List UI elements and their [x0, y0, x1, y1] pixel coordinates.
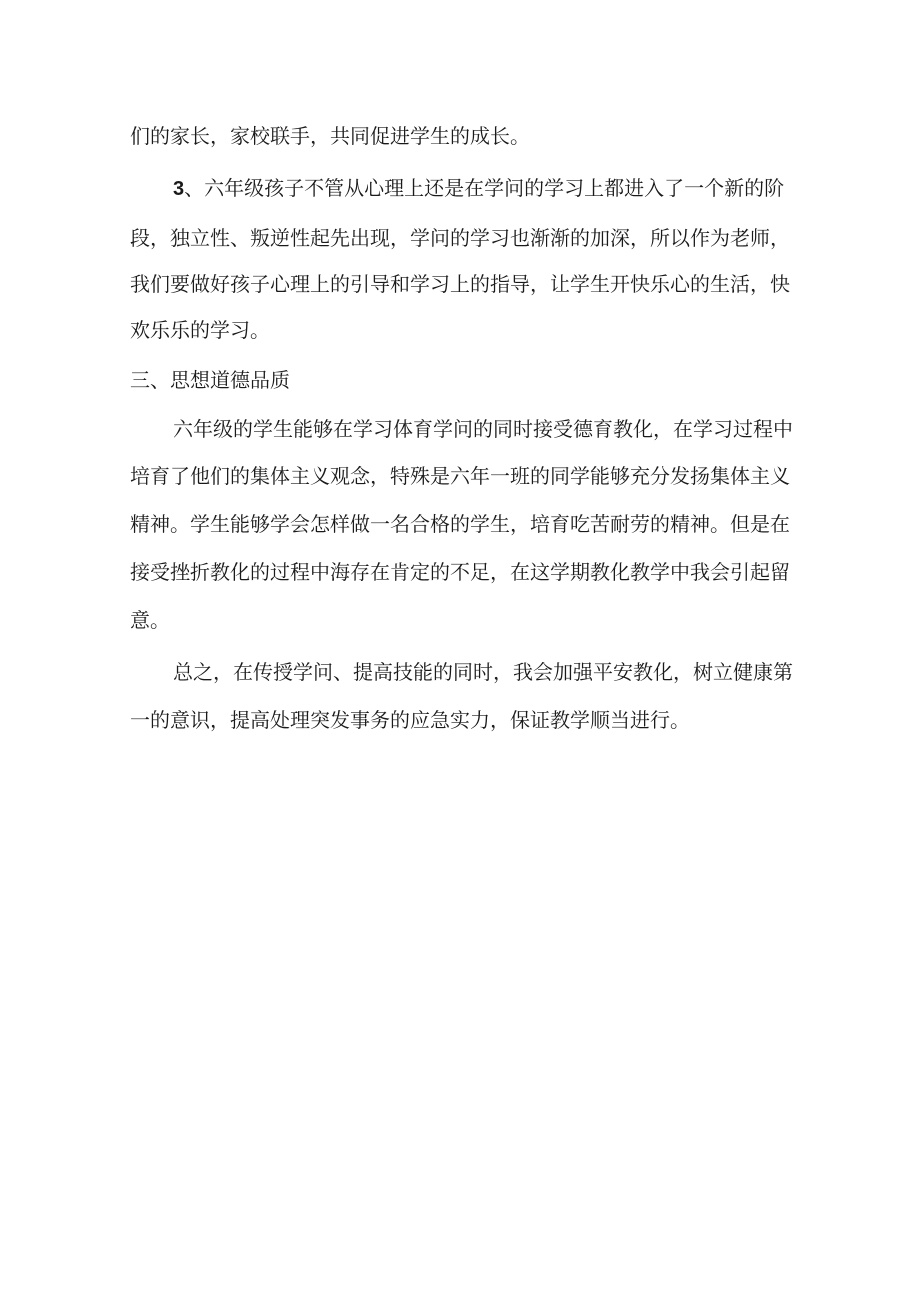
section3-heading: 三、思想道德品质: [130, 368, 290, 392]
section3-line-2: 培育了他们的集体主义观念，特殊是六年一班的同学能够充分发扬集体主义: [130, 464, 790, 488]
item3-line-1: [173, 176, 784, 201]
conclusion-line-2: 一的意识，提高处理突发事务的应急实力，保证教学顺当进行。: [130, 708, 690, 732]
item3-line-1-text: 、六年级孩子不管从心理上还是在学问的学习上都进入了一个新的阶: [184, 176, 785, 200]
item3-line-3: 我们要做好孩子心理上的引导和学习上的指导，让学生开快乐心的生活，快: [130, 272, 790, 296]
conclusion-line-1: 总之，在传授学问、提高技能的同时，我会加强平安教化，树立健康第: [173, 660, 793, 684]
section3-line-4: 接受挫折教化的过程中海存在肯定的不足，在这学期教化教学中我会引起留: [130, 560, 790, 584]
item3-line-4: 欢乐乐的学习。: [130, 318, 270, 342]
section3-line-5: 意。: [130, 608, 170, 632]
item3-line-2: 段，独立性、叛逆性起先出现，学问的学习也渐渐的加深，所以作为老师，: [130, 226, 790, 250]
section3-line-3: 精神。学生能够学会怎样做一名合格的学生，培育吃苦耐劳的精神。但是在: [130, 512, 790, 536]
item3-number: 3: [173, 178, 185, 200]
section3-line-1: 六年级的学生能够在学习体育学问的同时接受德育教化，在学习过程中: [173, 417, 793, 441]
paragraph-continued-line-1: 们的家长，家校联手，共同促进学生的成长。: [130, 124, 530, 148]
